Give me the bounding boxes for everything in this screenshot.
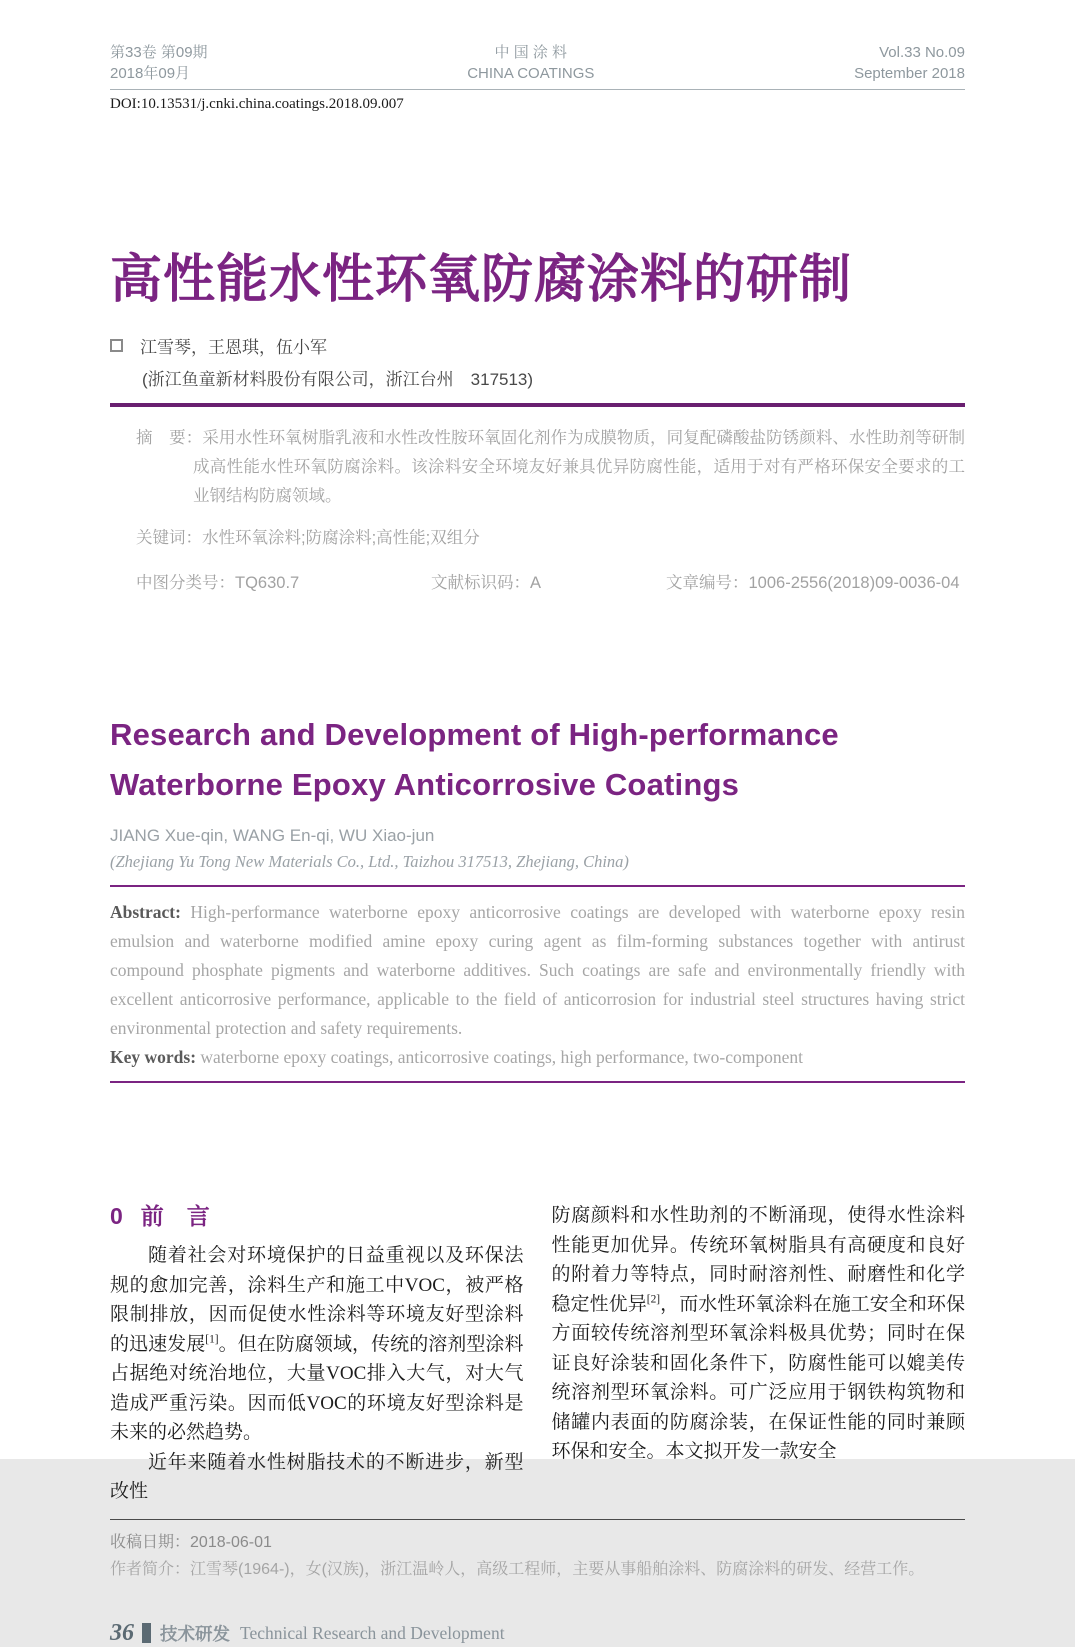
abstract-label-cn: 摘 要： (136, 429, 203, 447)
authors-row-cn (110, 333, 965, 358)
article-id-item (666, 569, 965, 598)
doc-code-value: A (530, 574, 542, 592)
body-p1-text-cont: 。但在防腐领域，传统的溶剂型涂料占据绝对统治地位，大量VOC排入大气，对大气造成严重污染。因而低VOC的环境友好型涂料是未来的必然趋势。 (110, 1333, 524, 1443)
article-id-label: 文章编号： (666, 574, 749, 592)
clc-value: TQ630.7 (235, 574, 300, 592)
volume-issue-cn: 第33卷 第09期 (110, 44, 208, 61)
abstract-bottom-rule (110, 1081, 965, 1083)
body-column-right (552, 1201, 966, 1507)
keywords-row-cn (136, 524, 965, 553)
keywords-row-en (110, 1043, 965, 1072)
authors-en: JIANG Xue-qin, WANG En-qi, WU Xiao-jun (110, 826, 435, 845)
author-bio-row (110, 1556, 965, 1583)
footer-section-cn: 技术研发 (160, 1623, 230, 1644)
footnote-block (110, 1529, 965, 1583)
body-paragraph-2: 近年来随着水性树脂技术的不断进步，新型改性 (110, 1451, 524, 1502)
footer-bar-icon (142, 1623, 151, 1643)
abstract-paragraph-cn (136, 424, 965, 511)
clc-label: 中图分类号： (136, 574, 235, 592)
body-p1-text: 随着社会对环境保护的日益重视以及环保法规的愈加完善，涂料生产和施工中VOC，被严格限制排放，因而促使水性涂料等环境友好型涂料的迅速发展 (110, 1245, 524, 1355)
journal-title-block (467, 42, 594, 84)
body-paragraph-1 (110, 1241, 524, 1448)
abstract-block-cn (136, 424, 965, 598)
body-column-left (110, 1201, 524, 1507)
keywords-label-cn: 关键词： (136, 529, 202, 547)
journal-title-cn: 中 国 涂 料 (494, 44, 568, 61)
footer-section-en: Technical Research and Development (240, 1622, 505, 1643)
title-divider-rule (110, 403, 965, 407)
section-title: 前 言 (140, 1203, 210, 1229)
section-number: 0 (110, 1203, 123, 1229)
affiliation-cn: (浙江鱼童新材料股份有限公司，浙江台州 317513) (142, 370, 534, 389)
body-paragraph-2-continued (552, 1201, 966, 1467)
article-title-en (110, 710, 965, 810)
abstract-top-rule (110, 885, 965, 887)
doc-code-item (431, 569, 666, 598)
page-number: 36 (110, 1619, 134, 1646)
date-en: September 2018 (854, 65, 965, 82)
journal-title-en: CHINA COATINGS (467, 65, 595, 82)
date-cn: 2018年09月 (110, 65, 191, 82)
author-marker-box-icon (110, 339, 123, 352)
received-date-value: 2018-06-01 (190, 1533, 272, 1551)
keywords-label-en: Key words: (110, 1047, 197, 1067)
abstract-paragraph-en (110, 898, 965, 1043)
article-id-value: 1006-2556(2018)09-0036-04 (748, 574, 960, 592)
doi-line: DOI:10.13531/j.cnki.china.coatings.2018.09.007 (110, 96, 404, 112)
footnote-divider-rule (110, 1519, 965, 1520)
abstract-label-en: Abstract: (110, 902, 181, 922)
body-p2-text: 防腐颜料和水性助剂的不断涌现，使得水性涂料性能更加优异。传统环氧树脂具有高硬度和良好的附着力等特点，同时耐溶剂性、耐磨性和化学稳定性优异 (551, 1205, 965, 1315)
body-columns (110, 1201, 965, 1507)
author-bio-value: 江雪琴(1964-)，女(汉族)，浙江温岭人，高级工程师，主要从事船舶涂料、防腐涂料的研发、经营工作。 (190, 1560, 925, 1578)
article-title-cn: 高性能水性环氧防腐涂料的研制 (110, 251, 853, 309)
author-bio-label: 作者简介： (110, 1560, 191, 1578)
header-issue-info (110, 42, 208, 84)
volume-issue-en: Vol.33 No.09 (879, 44, 965, 61)
authors-cn: 江雪琴，王恩琪，伍小军 (140, 338, 327, 357)
english-block (110, 710, 965, 1083)
doc-code-label: 文献标识码： (431, 574, 530, 592)
journal-header (110, 42, 965, 90)
body-p2-text-cont: ，而水性环氧涂料在施工安全和环保方面较传统溶剂型环氧涂料极具优势；同时在保证良好涂装和固化条件下，防腐性能可以媲美传统溶剂型环氧涂料。可广泛应用于钢铁构筑物和储罐内表面的防腐涂装，在保证性能的同时兼顾环保和安全。本文拟开发一款安全 (551, 1293, 965, 1462)
abstract-text-cn: 采用水性环氧树脂乳液和水性改性胺环氧固化剂作为成膜物质，同复配磷酸盐防锈颜料、水性助剂等研制成高性能水性环氧防腐涂料。该涂料安全环境友好兼具优异防腐性能，适用于对有严格环保安全要求的工业钢结构防腐领域。 (193, 429, 966, 505)
abstract-text-en: High-performance waterborne epoxy anticorrosive coatings are developed with waterborne epoxy resin emulsion and waterborne modified amine epoxy curing agent as film-forming substances together with antirust compound phosphate pigments and waterborne additives. Such coatings are safe and environmentally friendly with excellent anticorrosive performance, applicable to the field of anticorrosion for industrial steel structures having strict environmental protection and safety requirements. (110, 902, 965, 1038)
keywords-text-cn: 水性环氧涂料;防腐涂料;高性能;双组分 (202, 529, 480, 547)
header-issue-info-en (854, 42, 965, 84)
received-date-label: 收稿日期： (110, 1533, 191, 1551)
affiliation-en: (Zhejiang Yu Tong New Materials Co., Ltd., Taizhou 317513, Zhejiang, China) (110, 852, 629, 871)
clc-item (136, 569, 431, 598)
citation-ref-1: [1] (205, 1333, 219, 1346)
article-title-en-line1: Research and Development of High-performance (110, 717, 839, 752)
keywords-text-en: waterborne epoxy coatings, anticorrosive coatings, high performance, two-component (196, 1047, 803, 1067)
received-date-row (110, 1529, 965, 1556)
page-footer (110, 1620, 965, 1647)
section-heading (110, 1201, 524, 1231)
citation-ref-2: [2] (646, 1293, 661, 1306)
classification-row (136, 569, 965, 598)
article-title-en-line2: Waterborne Epoxy Anticorrosive Coatings (110, 767, 740, 802)
